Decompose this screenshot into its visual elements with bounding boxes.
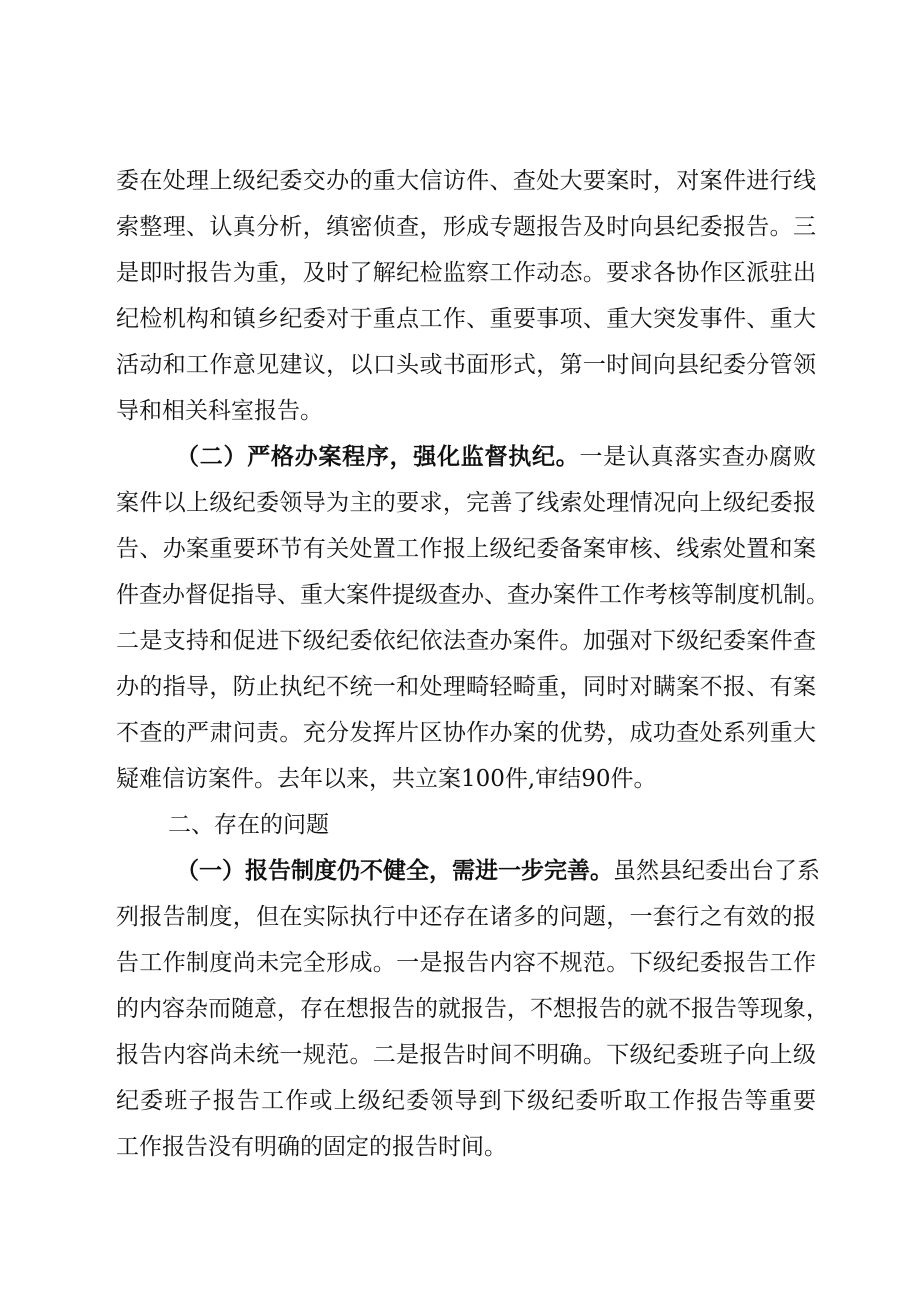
text-line: 案件以上级纪委领导为主的要求，完善了线索处理情况向上级纪委报 [116,490,816,516]
paragraph-reporting-system [116,158,816,434]
text-line: 告、办案重要环节有关处置工作报上级纪委备案审核、线索处置和案 [116,536,816,562]
paragraph-first-line [116,848,820,894]
text-line: 工作报告没有明确的固定的报告时间。 [116,1134,507,1160]
text-line: 列报告制度，但在实际执行中还存在诸多的问题，一套行之有效的报 [116,904,816,930]
paragraph-existing-problems [116,848,829,1170]
text-line: 不查的严肃问责。充分发挥片区协作办案的优势，成功查处系列重大 [116,720,816,746]
text-line: 报告内容尚未统一规范。二是报告时间不明确。下级纪委班子向上级 [116,1042,816,1068]
text-line: 的内容杂而随意，存在想报告的就报告，不想报告的就不报告等现象， [116,996,829,1022]
document-page [116,158,829,1170]
text-line: 二是支持和促进下级纪委依纪依法查办案件。加强对下级纪委案件查 [116,628,816,654]
text-line: 委在处理上级纪委交办的重大信访件、查处大要案时，对案件进行线 [116,168,816,194]
text-line: 活动和工作意见建议，以口头或书面形式，第一时间向县纪委分管领 [116,352,816,378]
text-line: 索整理、认真分析，缜密侦查，形成专题报告及时向县纪委报告。三 [116,214,816,240]
text-line: 告工作制度尚未完全形成。一是报告内容不规范。下级纪委报告工作 [116,950,816,976]
paragraph-lead-text: 虽然县纪委出台了系 [613,858,820,884]
text-line: 纪检机构和镇乡纪委对于重点工作、重要事项、重大突发事件、重大 [116,306,816,332]
paragraph-lead-heading: （一）报告制度仍不健全，需进一步完善。 [176,857,613,884]
text-line: 办的指导，防止执纪不统一和处理畸轻畸重，同时对瞒案不报、有案 [116,674,816,700]
paragraph-first-line [116,434,816,480]
paragraph-case-procedure [116,434,829,802]
text-line: 导和相关科室报告。 [116,398,323,424]
text-line: 件查办督促指导、重大案件提级查办、查办案件工作考核等制度机制。 [116,582,829,608]
text-line: 是即时报告为重，及时了解纪检监察工作动态。要求各协作区派驻出 [116,260,816,286]
text-line: 纪委班子报告工作或上级纪委领导到下级纪委听取工作报告等重要 [116,1088,816,1114]
text-line: 疑难信访案件。去年以来，共立案100件,审结90件。 [116,766,657,792]
paragraph-lead-text: 一是认真落实查办腐败 [579,444,817,470]
section-heading: 二、存在的问题 [168,812,329,838]
paragraph-lead-heading: （二）严格办案程序，强化监督执纪。 [176,443,580,470]
